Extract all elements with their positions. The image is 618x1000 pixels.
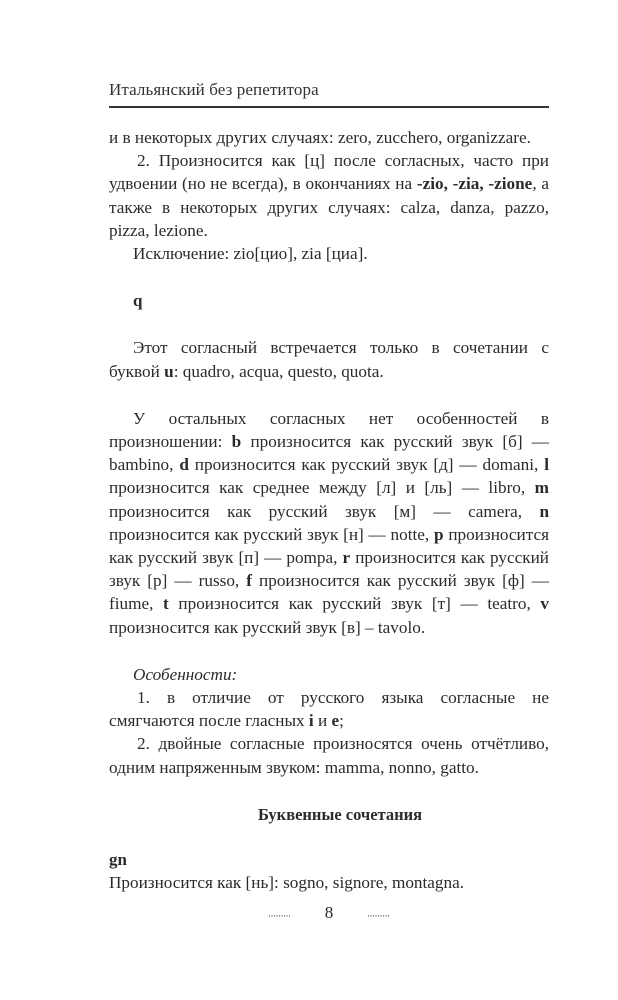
text: 2. Произносится как [ц] после согласных, часто при удвоении (но не всегда), в окончаниях на bbox=[109, 151, 549, 194]
bold-letter: m bbox=[534, 478, 549, 498]
features-title: Особенности: bbox=[133, 664, 238, 684]
page-footer bbox=[109, 903, 549, 923]
text: произносится как русский звук [н] — notte, bbox=[109, 524, 434, 544]
bold-letter: b bbox=[231, 432, 242, 452]
bold-letter: r bbox=[342, 548, 351, 568]
letter-heading-q: q bbox=[133, 291, 143, 311]
paragraph-z-rule-2 bbox=[109, 149, 549, 242]
text: произносится как русский звук [б] — bambino, bbox=[109, 432, 549, 475]
spacer bbox=[109, 826, 549, 848]
paragraph-other-consonants bbox=[109, 407, 549, 639]
page-number: 8 bbox=[324, 903, 334, 922]
text: произносится как русский звук [ф] — fiume, bbox=[109, 571, 549, 614]
footer-dots-right: ......... bbox=[367, 908, 390, 920]
spacer bbox=[109, 383, 549, 407]
text: , а также в некоторых других случаях: calza, danza, pazzo, pizza, lezione. bbox=[109, 174, 549, 240]
footer-dots-left: ......... bbox=[268, 908, 291, 920]
text: произносится как среднее между [л] и [ль] — libro, bbox=[109, 478, 535, 498]
paragraph-q bbox=[109, 336, 549, 382]
text: : quadro, acqua, questo, quota. bbox=[173, 361, 384, 381]
spacer bbox=[109, 639, 549, 663]
bold-letter: i bbox=[308, 711, 314, 731]
text: произносится как русский звук [р] — russo, bbox=[109, 548, 549, 591]
paragraph-exception: Исключение: zio[цио], zia [циа]. bbox=[133, 244, 368, 264]
section-heading: Буквенные сочетания bbox=[257, 804, 423, 824]
feature-item-2: 2. двойные согласные произносятся очень отчётливо, одним напряженным звуком: mamma, nonno, gatto. bbox=[109, 734, 549, 777]
bold-letter: v bbox=[540, 594, 549, 614]
paragraph-continuation: и в некоторых других случаях: zero, zucchero, organizzare. bbox=[109, 128, 531, 147]
text: 1. в отличие от русского языка согласные не смягчаются после гласных bbox=[109, 688, 549, 731]
text: У остальных согласных нет особенностей в произношении: bbox=[109, 408, 549, 452]
spacer bbox=[109, 312, 549, 336]
spacer bbox=[109, 265, 549, 289]
header-rule bbox=[109, 106, 549, 108]
bold-letter: d bbox=[179, 455, 189, 475]
page-body bbox=[109, 126, 549, 894]
bold-letter: t bbox=[163, 594, 169, 614]
text: Этот согласный встречается только в сочетании с буквой bbox=[109, 338, 549, 381]
spacer bbox=[109, 779, 549, 803]
running-title: Итальянский без репетитора bbox=[109, 80, 319, 99]
text: произносится как русский звук [м] — camera, bbox=[109, 501, 540, 521]
bold-letter: e bbox=[331, 711, 340, 731]
text: и bbox=[313, 711, 332, 731]
text: произносится как русский звук [д] — domani, bbox=[188, 455, 545, 475]
text: произносится как русский звук [т] — teatro, bbox=[168, 594, 541, 614]
text: произносится как русский звук [п] — pompa, bbox=[109, 524, 549, 568]
text: произносится как русский звук [в] – tavolo. bbox=[109, 617, 426, 637]
text: ; bbox=[339, 711, 344, 731]
bold-letter: p bbox=[433, 524, 444, 544]
feature-item-1 bbox=[109, 686, 549, 732]
letter-heading-gn: gn bbox=[109, 850, 127, 870]
paragraph-gn: Произносится как [нь]: sogno, signore, montagna. bbox=[109, 873, 465, 893]
bold-letter: l bbox=[544, 455, 549, 475]
bold-letter: f bbox=[246, 571, 252, 591]
bold-endings: -zio, -zia, -zione bbox=[416, 174, 533, 194]
bold-letter: u bbox=[164, 361, 174, 381]
bold-letter: n bbox=[539, 501, 549, 521]
